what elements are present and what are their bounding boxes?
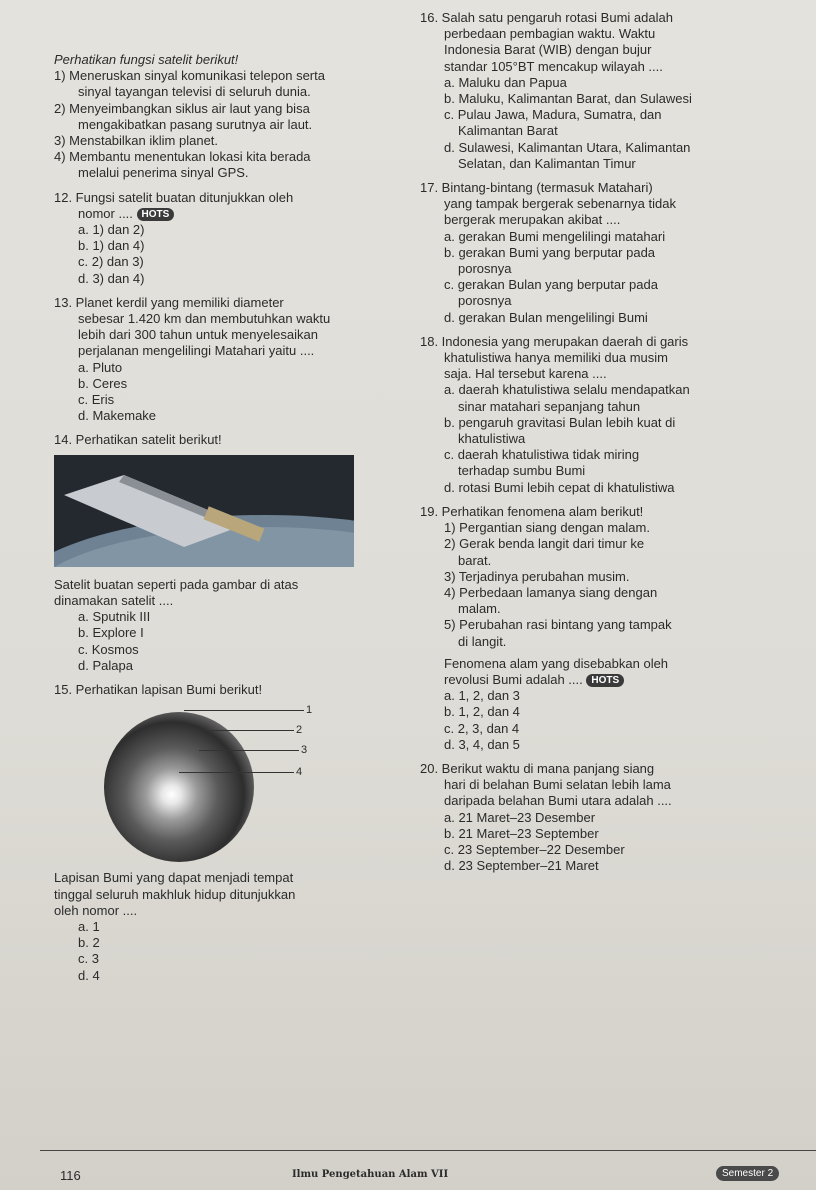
list-item-cont: barat. [458,552,492,568]
list-item: 2) Gerak benda langit dari timur ke [444,536,645,552]
option-b-cont: porosnya [458,261,512,277]
list-item: 4) Membantu menentukan lokasi kita berada [54,149,311,165]
list-item: 4) Perbedaan lamanya siang dengan [444,584,658,600]
option-c[interactable]: c. Eris [78,392,115,408]
option-c[interactable]: c. 3 [78,951,99,967]
option-a[interactable]: a. 21 Maret–23 Desember [444,809,596,825]
option-c-cont: Kalimantan Barat [458,123,558,139]
question-12 [54,190,404,287]
question-stem: 16. Salah satu pengaruh rotasi Bumi adalah [420,10,673,25]
option-c[interactable]: c. 23 September–22 Desember [444,841,625,857]
layer-label-1: 1 [306,704,313,717]
question-stem: lebih dari 300 tahun untuk menyelesaikan [78,327,318,343]
question-stem: Indonesia Barat (WIB) dengan bujur [444,42,652,58]
question-text: Satelit buatan seperti pada gambar di atas [54,576,299,592]
option-d[interactable]: d. 4 [78,967,100,983]
option-d[interactable]: d. 23 September–21 Maret [444,858,599,874]
option-b[interactable]: b. Ceres [78,375,128,391]
question-stem: yang tampak bergerak sebenarnya tidak [444,196,676,212]
list-item: sinyal tayangan televisi di seluruh dunia. [78,84,311,100]
option-a[interactable]: a. daerah khatulistiwa selalu mendapatkan [444,382,690,398]
option-a-cont: sinar matahari sepanjang tahun [458,398,641,414]
question-stem: saja. Hal tersebut karena .... [444,366,607,382]
option-a[interactable]: a. 1, 2, dan 3 [444,688,520,704]
question-stem: 20. Berikut waktu di mana panjang siang [420,760,655,776]
intro-text: Perhatikan fungsi satelit berikut! [54,52,239,67]
option-d[interactable]: d. gerakan Bulan mengelilingi Bumi [444,309,648,325]
right-column [420,10,805,874]
option-a[interactable]: a. 1) dan 2) [78,222,145,238]
question-stem: khatulistiwa hanya memiliki dua musim [444,350,668,366]
hots-badge: HOTS [137,208,175,221]
option-b[interactable]: b. 21 Maret–23 September [444,825,599,841]
list-item: 1) Pergantian siang dengan malam. [444,520,650,536]
option-a[interactable]: a. gerakan Bumi mengelilingi matahari [444,228,666,244]
question-text: Lapisan Bumi yang dapat menjadi tempat [54,870,294,886]
option-a[interactable]: a. Pluto [78,359,123,375]
layer-label-4: 4 [296,766,303,779]
option-a[interactable]: a. Maluku dan Papua [444,74,567,90]
option-c[interactable]: c. daerah khatulistiwa tidak miring [444,447,640,463]
satellite-image [54,455,404,571]
list-item: 2) Menyeimbangkan siklus air laut yang bisa [54,100,310,116]
earth-cross-section [104,712,254,862]
question-text: oleh nomor .... [54,902,138,918]
footer-rule [40,1150,816,1151]
list-item: 1) Meneruskan sinyal komunikasi telepon serta [54,68,325,84]
earth-layers-diagram [104,704,313,864]
hots-badge: HOTS [586,674,624,687]
left-column [54,52,404,984]
question-stem: 18. Indonesia yang merupakan daerah di garis [420,333,689,349]
option-d[interactable]: d. 3, 4, dan 5 [444,736,520,752]
question-stem: 15. Perhatikan lapisan Bumi berikut! [54,682,263,698]
question-16 [420,10,805,172]
list-item: mengakibatkan pasang surutnya air laut. [78,116,313,132]
question-stem: 17. Bintang-bintang (termasuk Matahari) [420,180,653,196]
question-stem: bergerak merupakan akibat .... [444,212,621,228]
question-stem: perjalanan mengelilingi Matahari yaitu .... [78,343,315,359]
option-d[interactable]: d. Sulawesi, Kalimantan Utara, Kalimantan [444,139,691,155]
list-item: 3) Terjadinya perubahan musim. [444,568,630,584]
satellite-photo [54,455,354,567]
option-d[interactable]: d. Makemake [78,408,157,424]
question-stem: perbedaan pembagian waktu. Waktu [444,26,656,42]
question-stem: 12. Fungsi satelit buatan ditunjukkan oleh [54,189,294,205]
option-b[interactable]: b. pengaruh gravitasi Bulan lebih kuat di [444,414,676,430]
question-18 [420,334,805,496]
question-stem: sebesar 1.420 km dan membutuhkan waktu [78,311,331,327]
question-stem: nomor .... [78,205,133,221]
option-d[interactable]: d. 3) dan 4) [78,270,145,286]
list-item: 3) Menstabilkan iklim planet. [54,133,219,149]
option-b[interactable]: b. 1) dan 4) [78,238,145,254]
option-d[interactable]: d. rotasi Bumi lebih cepat di khatulistiwa [444,479,675,495]
semester-badge: Semester 2 [716,1166,779,1181]
question-stem: hari di belahan Bumi selatan lebih lama [444,777,671,793]
question-15 [54,682,404,984]
option-b[interactable]: b. Explore I [78,625,144,641]
question-text: tinggal seluruh makhluk hidup ditunjukkan [54,886,296,902]
question-text: Fenomena alam yang disebabkan oleh [444,655,669,671]
list-item-cont: malam. [458,601,501,617]
option-b-cont: khatulistiwa [458,431,526,447]
question-19 [420,504,805,753]
question-stem: 13. Planet kerdil yang memiliki diameter [54,294,284,310]
option-c-cont: terhadap sumbu Bumi [458,463,586,479]
option-c[interactable]: c. 2, 3, dan 4 [444,720,520,736]
list-item-cont: di langit. [458,633,507,649]
question-stem: 14. Perhatikan satelit berikut! [54,432,222,448]
book-title: Ilmu Pengetahuan Alam VII [292,1169,449,1180]
option-c[interactable]: c. gerakan Bulan yang berputar pada [444,277,658,293]
question-13 [54,295,404,425]
option-c[interactable]: c. Kosmos [78,641,139,657]
question-stem: 19. Perhatikan fenomena alam berikut! [420,503,644,519]
option-c[interactable]: c. Pulau Jawa, Madura, Sumatra, dan [444,107,662,123]
layer-label-2: 2 [296,724,303,737]
option-d-cont: Selatan, dan Kalimantan Timur [458,155,636,171]
question-text: dinamakan satelit .... [54,593,174,609]
option-a[interactable]: a. 1 [78,918,100,934]
question-text: revolusi Bumi adalah .... [444,671,583,687]
option-b[interactable]: b. gerakan Bumi yang berputar pada [444,244,656,260]
option-b[interactable]: b. Maluku, Kalimantan Barat, dan Sulawesi [444,91,692,107]
option-b[interactable]: b. 1, 2, dan 4 [444,704,520,720]
option-d[interactable]: d. Palapa [78,657,133,673]
page-number: 116 [60,1168,81,1183]
layer-label-3: 3 [301,744,308,757]
list-item: melalui penerima sinyal GPS. [78,165,249,181]
option-c-cont: porosnya [458,293,512,309]
question-14 [54,432,404,674]
option-c[interactable]: c. 2) dan 3) [78,254,144,270]
question-20 [420,761,805,874]
question-stem: standar 105°BT mencakup wilayah .... [444,58,663,74]
option-a[interactable]: a. Sputnik III [78,609,151,625]
question-stem: daripada belahan Bumi utara adalah .... [444,793,672,809]
list-item: 5) Perubahan rasi bintang yang tampak [444,617,672,633]
option-b[interactable]: b. 2 [78,935,100,951]
question-17 [420,180,805,326]
